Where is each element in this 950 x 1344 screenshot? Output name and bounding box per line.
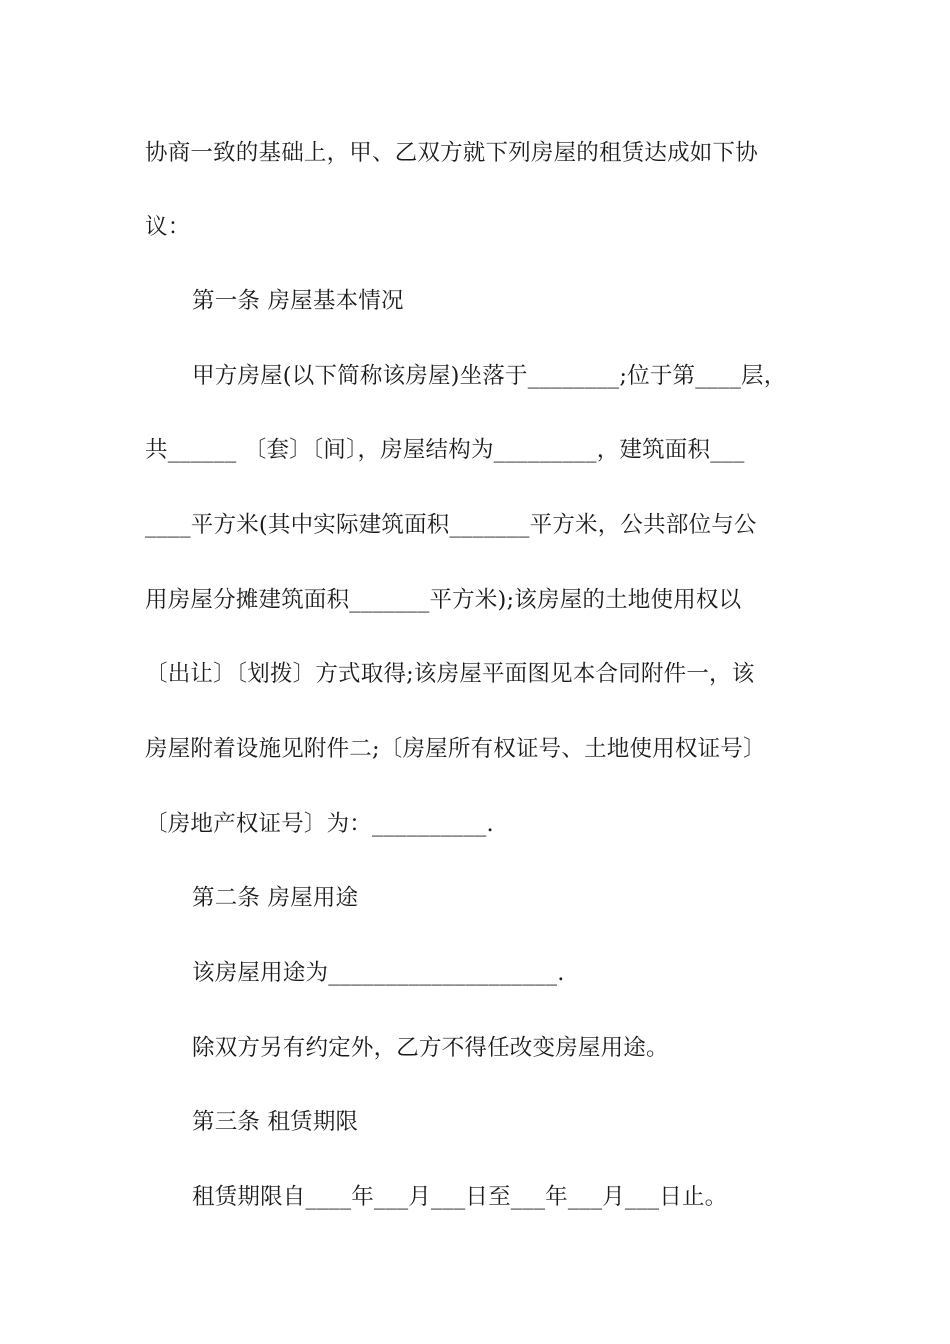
section-heading-2: 第二条 房屋用途 (192, 885, 359, 911)
paragraph-line: 除双方另有约定外，乙方不得任改变房屋用途。 (192, 1035, 669, 1061)
paragraph-line: 房屋附着设施见附件二;〔房屋所有权证号、土地使用权证号〕 (145, 736, 766, 762)
paragraph-line: 甲方房屋(以下简称该房屋)坐落于________;位于第____层， (192, 363, 787, 389)
paragraph-line: 该房屋用途为____________________. (192, 960, 565, 986)
paragraph-line: 租赁期限自____年___月___日至___年___月___日止。 (192, 1184, 728, 1210)
paragraph-line: 〔房地产权证号〕为：__________. (145, 811, 494, 837)
paragraph-line: 协商一致的基础上，甲、乙双方就下列房屋的租赁达成如下协 (145, 140, 758, 166)
section-heading-1: 第一条 房屋基本情况 (192, 288, 404, 314)
paragraph-line: 〔出让〕〔划拨〕方式取得;该房屋平面图见本合同附件一，该 (145, 661, 755, 687)
paragraph-line: 用房屋分摊建筑面积_______平方米);该房屋的土地使用权以 (145, 587, 742, 613)
paragraph-line: 共______ 〔套〕〔间〕，房屋结构为_________，建筑面积___ (145, 437, 745, 463)
paragraph-line: ____平方米(其中实际建筑面积_______平方米，公共部位与公 (145, 512, 757, 538)
section-heading-3: 第三条 租赁期限 (192, 1109, 359, 1135)
paragraph-line: 议： (145, 214, 191, 240)
